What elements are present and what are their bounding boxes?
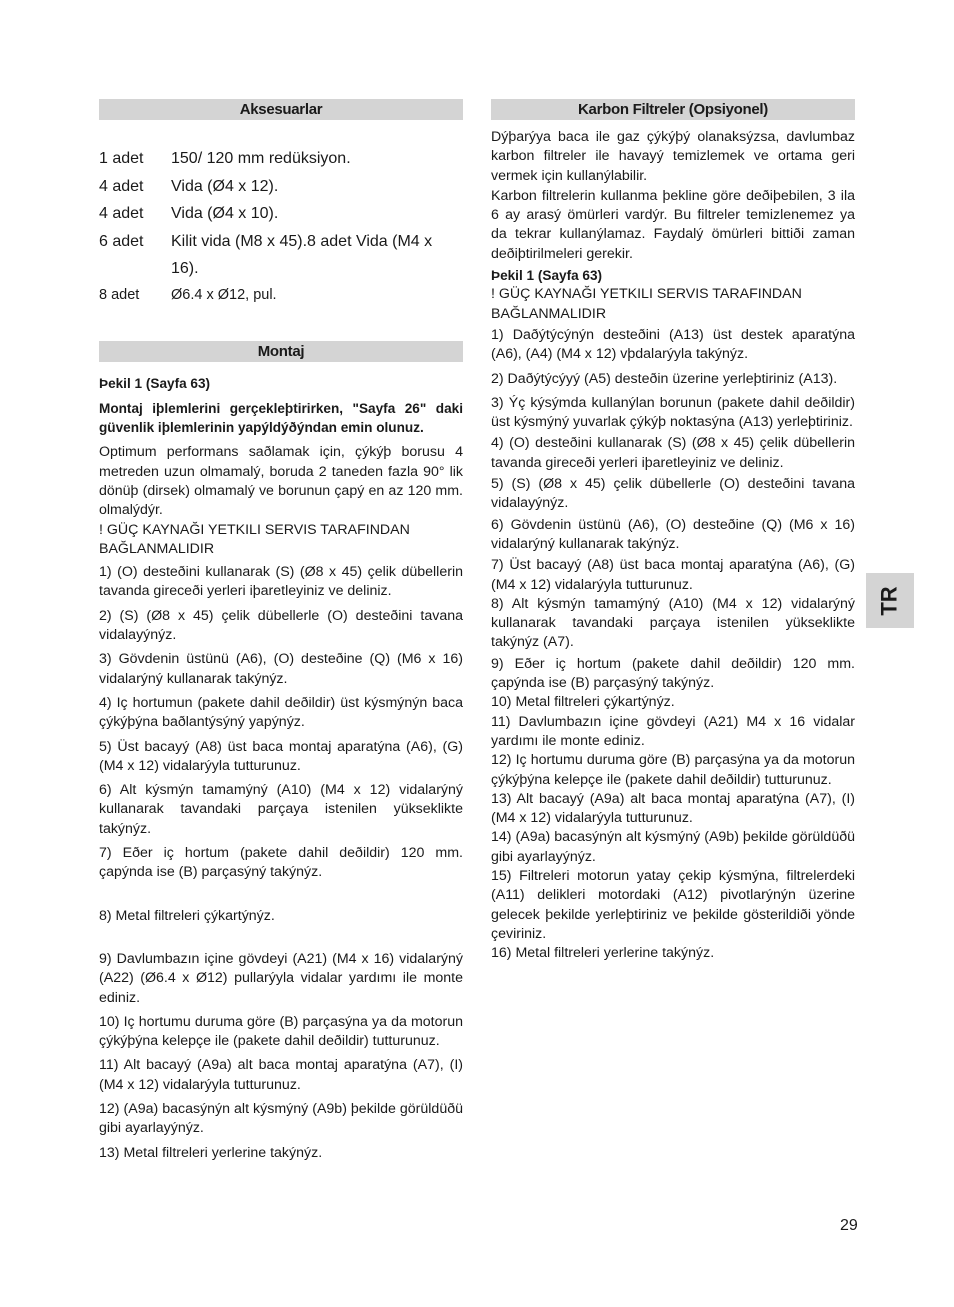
accessories-list [99,145,463,305]
step-item: 3) Ýç kýsýmda kullanýlan borunun (pakete dahil deðildir) üst kýsmýný yuvarlak çýkýþ noktasýna (A13) yerleþtiriniz. [491,394,855,431]
right-column [491,99,855,963]
accessory-desc: Vida (Ø4 x 10). [171,205,279,222]
carbon-lifetime: Karbon filtrelerin kullanma þekline göre deðiþebilen, 3 ila 6 ay arasý ömürleri vardýr. Bu filtreler temizlenemez ya da tekrar kullanýlamaz. Faydalý ömürleri bittiði zaman deðiþtirilmeleri gerekir. [491,187,855,262]
step-item: 8) Metal filtreleri çýkartýnýz. [99,907,275,924]
accessory-item [99,145,463,173]
accessory-qty: 8 adet [99,286,140,303]
step-item: 16) Metal filtreleri yerlerine takýnýz. [491,945,715,962]
accessory-item [99,285,463,305]
language-tab [866,573,914,628]
step-item: 9) Davlumbazın içine gövdeyi (A21) (M4 x 16) vidalarýný (A22) (Ø6.4 x Ø12) pullarýyla vidalar yardımı ile monte ediniz. [99,950,463,1006]
step-item: 13) Alt bacayý (A9a) alt baca montaj aparatýna (A7), (I) (M4 x 12) vidalarýyla tutturunuz. [491,790,855,827]
step-item: 10) Iç hortumu duruma göre (B) parçasýna ya da motorun çýkýþýna kelepçe ile (pakete dahil deðildir) tutturunuz. [99,1013,463,1050]
step-item: 1) (O) desteðini kullanarak (S) (Ø8 x 45) çelik dübellerin tavanda gireceði yerleri iþaretleyiniz ve deliniz. [99,564,463,600]
page-number: 29 [840,1217,858,1234]
step-item: 12) Iç hortumu duruma göre (B) parçasýna ya da motorun çýkýþýna kelepçe ile (pakete dahil deðildir) tutturunuz. [491,752,855,788]
step-item: 1) Daðýtýcýnýn desteðini (A13) üst destek aparatýna (A6), (A4) (M4 x 12) vþdalarýyla takýnýz. [491,326,855,363]
step-item: 10) Metal filtreleri çýkartýnýz. [491,694,675,711]
accessory-qty: 4 adet [99,177,144,195]
accessory-qty: 4 adet [99,205,144,222]
step-item: 6) Alt kýsmýn tamamýný (A10) (M4 x 12) vidalarýný kullanarak tavandaki parçaya istenilen yükseklikte takýnýz. [99,782,463,837]
accessory-item [99,200,463,228]
step-item: 15) Filtreleri motorun yatay çekip kýsmýna, filtrelerdeki (A11) delikleri motordaki (A12) pivotlarýnýn üzerine gelecek þekilde yerleþtiriniz ve þekilde gösterildiði yönde çeviriniz. [491,867,855,942]
step-item: 11) Davlumbazın içine gövdeyi (A21) M4 x 16 vidalar yardımı ile monte ediniz. [491,713,855,749]
montaj-steps [99,563,463,1163]
accessory-qty: 1 adet [99,150,144,167]
power-warning: ! GÜÇ KAYNAĞI YETKILI SERVIS TARAFINDAN BAĞLANMALIDIR [491,286,802,322]
step-item: 3) Gövdenin üstünü (A6), (O) desteðine (Q) (M6 x 16) vidalarýný kullanarak takýnýz. [99,651,463,687]
accessory-item [99,173,463,201]
step-item: 8) Alt kýsmýn tamamýný (A10) (M4 x 12) vidalarýný kullanarak tavandaki parçaya istenilen yükseklikte takýnýz (A7). [491,595,855,651]
intro-text: Optimum performans saðlamak için, çýkýþ borusu 4 metreden uzun olmamalý, boruda 2 taneden fazla 90° lik dönüþ (dirsek) olmamalý ve borunun çapý en az 120 mm. olmalýdýr. [99,444,463,519]
power-warning: ! GÜÇ KAYNAĞI YETKILI SERVIS TARAFINDAN BAĞLANMALIDIR [99,521,410,557]
step-item: 11) Alt bacayý (A9a) alt baca montaj aparatýna (A7), (I) (M4 x 12) vidalarýyla tutturunuz. [99,1057,463,1093]
step-item: 4) Iç hortumun (pakete dahil deðildir) üst kýsmýnýn baca çýkýþýna baðlantýsýný yapýnýz. [99,694,463,731]
language-tab-label: TR [876,585,902,616]
step-item: 13) Metal filtreleri yerlerine takýnýz. [99,1144,323,1161]
accessory-desc: Ø6.4 x Ø12, pul. [171,286,277,303]
figure-reference: Þekil 1 (Sayfa 63) [491,268,603,284]
step-item: 5) Üst bacayý (A8) üst baca montaj aparatýna (A6), (G) (M4 x 12) vidalarýyla tutturunuz. [99,738,463,774]
accessories-heading: Aksesuarlar [99,99,463,120]
left-column [99,99,463,1163]
carbon-intro: Dýþarýya baca ile gaz çýkýþý olanaksýzsa, davlumbaz karbon filtreler ile havayý temizlemek ve ortama geri vermek için kullanýlabilir. [491,129,855,184]
carbon-steps [491,326,855,964]
step-item: 2) (S) (Ø8 x 45) çelik dübellerle (O) desteðini tavana vidalayýnýz. [99,607,463,644]
step-item: 7) Üst bacayý (A8) üst baca montaj aparatýna (A6), (G) (M4 x 12) vidalarýyla tutturunuz. [491,557,855,593]
step-item: 2) Daðýtýcýyý (A5) desteðin üzerine yerleþtiriniz (A13). [491,370,838,387]
accessory-item [99,228,463,283]
montaj-heading: Montaj [99,341,463,362]
step-item: 6) Gövdenin üstünü (A6), (O) desteðine (Q) (M6 x 16) vidalarýný kullanarak takýnýz. [491,516,855,552]
accessory-desc: Kilit vida (M8 x 45).8 adet Vida (M4 x 16). [171,232,433,277]
step-item: 4) (O) desteðini kullanarak (S) (Ø8 x 45) çelik dübellerin tavanda gireceði yerleri iþaretleyiniz ve deliniz. [491,435,855,471]
step-item: 14) (A9a) bacasýnýn alt kýsmýný (A9b) þekilde görüldüðü gibi ayarlayýnýz. [491,829,855,865]
accessory-desc: Vida (Ø4 x 12). [171,177,279,195]
step-item: 9) Eðer iç hortum (pakete dahil deðildir) 120 mm. çapýnda ise (B) parçasýný takýnýz. [491,655,855,692]
carbon-filters-heading: Karbon Filtreler (Opsiyonel) [491,99,855,120]
step-item: 5) (S) (Ø8 x 45) çelik dübellerle (O) desteðini tavana vidalayýnýz. [491,476,855,512]
accessory-qty: 6 adet [99,232,144,250]
step-item: 12) (A9a) bacasýnýn alt kýsmýný (A9b) þekilde görüldüðü gibi ayarlayýnýz. [99,1101,463,1137]
safety-note: Montaj iþlemlerini gerçekleþtirirken, "Sayfa 26" daki güvenlik iþlemlerinin yapýldýðýndan emin olunuz. [99,400,463,436]
accessory-desc: 150/ 120 mm redüksiyon. [171,150,351,167]
step-item: 7) Eðer iç hortum (pakete dahil deðildir) 120 mm. çapýnda ise (B) parçasýný takýnýz. [99,845,463,881]
figure-reference: Þekil 1 (Sayfa 63) [99,375,211,391]
